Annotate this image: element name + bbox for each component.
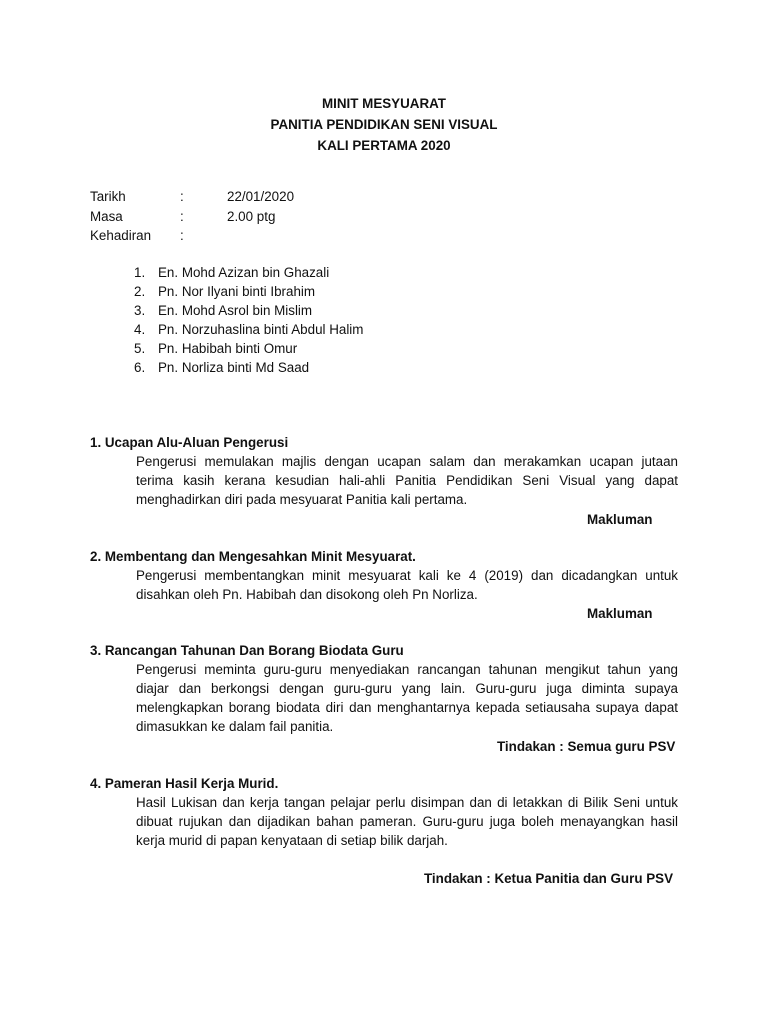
list-item-name: En. Mohd Azizan bin Ghazali: [158, 265, 330, 280]
section-4-line: kerja murid di papan kenyataan di setiap bilik darjah.: [136, 833, 448, 848]
list-item-name: Pn. Nor Ilyani binti Ibrahim: [158, 284, 316, 299]
section-1-line: Pengerusi memulakan majlis dengan ucapan salam dan merakamkan ucapan jutaan: [136, 454, 678, 469]
section-1-remark: Makluman: [587, 512, 653, 527]
document-title: [0, 93, 768, 156]
list-item-number: 1.: [134, 265, 146, 280]
section-3-line: melengkapkan borang biodata diri dan menghantarnya kepada setiausaha supaya dapat: [136, 700, 678, 715]
title-line-2: PANITIA PENDIDIKAN SENI VISUAL: [270, 117, 498, 132]
section-2-remark: Makluman: [587, 606, 653, 621]
section-3-line: Pengerusi meminta guru-guru menyediakan rancangan tahunan mengikut tahun yang: [136, 662, 678, 677]
list-item-name: Pn. Habibah binti Omur: [158, 341, 298, 356]
list-item-number: 6.: [134, 360, 146, 375]
date-label: Tarikh: [90, 189, 126, 204]
list-item-name: Pn. Norliza binti Md Saad: [158, 360, 310, 375]
section-4-remark: Tindakan : Ketua Panitia dan Guru PSV: [424, 871, 674, 886]
title-line-3: KALI PERTAMA 2020: [317, 138, 451, 153]
attendance-colon: :: [180, 228, 184, 243]
list-item-name: Pn. Norzuhaslina binti Abdul Halim: [158, 322, 364, 337]
section-3-title: 3. Rancangan Tahunan Dan Borang Biodata Guru: [90, 643, 404, 658]
list-item-name: En. Mohd Asrol bin Mislim: [158, 303, 313, 318]
list-item-number: 5.: [134, 341, 146, 356]
section-1-line: terima kasih kerana kesudian hali-ahli Panitia Pendidikan Seni Visual yang dapat: [136, 473, 678, 488]
date-colon: :: [180, 189, 184, 204]
list-item-number: 4.: [134, 322, 146, 337]
title-line-1: MINIT MESYUARAT: [322, 96, 446, 111]
date-value: 22/01/2020: [227, 189, 295, 204]
section-1-body: [136, 452, 678, 509]
time-value: 2.00 ptg: [227, 209, 276, 224]
section-1-line: menghadirkan diri pada mesyuarat Panitia kali pertama.: [136, 492, 468, 507]
list-item-number: 3.: [134, 303, 146, 318]
attendance-label: Kehadiran: [90, 228, 152, 243]
section-2-title: 2. Membentang dan Mengesahkan Minit Mesyuarat.: [90, 549, 416, 564]
section-4-line: dibuat rujukan dan dijadikan bahan pameran. Guru-guru juga boleh menayangkan hasil: [136, 814, 678, 829]
section-4-line: Hasil Lukisan dan kerja tangan pelajar perlu disimpan dan di letakkan di Bilik Seni untuk: [136, 795, 678, 810]
section-1-title: 1. Ucapan Alu-Aluan Pengerusi: [90, 435, 289, 450]
section-2-body: [136, 566, 678, 604]
time-colon: :: [180, 209, 184, 224]
list-item-number: 2.: [134, 284, 146, 299]
section-3-line: dimasukkan ke dalam fail panitia.: [136, 719, 334, 734]
section-4-title: 4. Pameran Hasil Kerja Murid.: [90, 776, 279, 791]
section-3-body: [136, 660, 678, 736]
section-2-line: Pengerusi membentangkan minit mesyuarat kali ke 4 (2019) dan dicadangkan untuk: [136, 568, 678, 583]
section-4-body: [136, 793, 678, 850]
section-3-line: diajar dan berkongsi dengan guru-guru yang lain. Guru-guru juga diminta supaya: [136, 681, 678, 696]
section-2-line: disahkan oleh Pn. Habibah dan disokong oleh Pn Norliza.: [136, 587, 478, 602]
section-3-remark: Tindakan : Semua guru PSV: [497, 739, 676, 754]
time-label: Masa: [90, 209, 123, 224]
